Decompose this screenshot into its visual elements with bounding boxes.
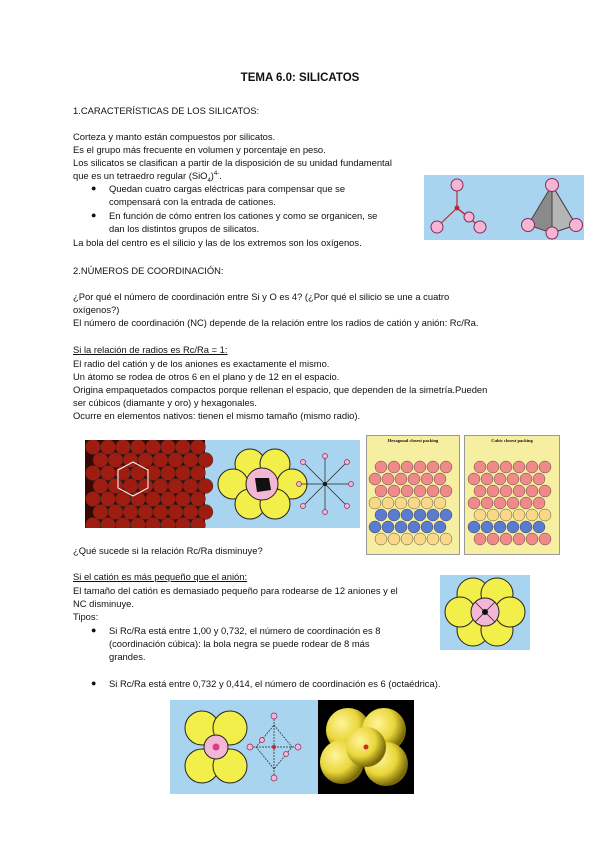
s2-question1-a: ¿Por qué el número de coordinación entre Si y O es 4? (¿Por qué el silicio se une a cuatro (73, 291, 450, 302)
packing-atom (526, 533, 538, 545)
packing-atom (481, 497, 493, 509)
packing-atom (153, 479, 168, 494)
packing-atom (198, 505, 213, 520)
packing-atom (176, 492, 191, 507)
packing-atom (123, 479, 138, 494)
packing-atom (539, 485, 551, 497)
packing-atom (414, 485, 426, 497)
tipo2-line: Si Rc/Ra está entre 0,732 y 0,414, el número de coordinación es 6 (octaédrica). (109, 678, 441, 689)
case1-line-1: El radio del catión y de los aniones es exactamente el mismo. (73, 358, 330, 369)
packing-atom (474, 509, 486, 521)
packing-atom (526, 485, 538, 497)
s1-closing: La bola del centro es el silicio y las de los extremos son los oxígenos. (73, 237, 362, 248)
bullet-dot: ● (91, 183, 97, 193)
bullet-dot: ● (91, 210, 97, 220)
case1-line-2: Un átomo se rodea de otros 6 en el plano y de 12 en el espacio. (73, 371, 340, 382)
packing-atom (474, 461, 486, 473)
packing-atom (513, 485, 525, 497)
packing-atom (388, 509, 400, 521)
octahedral-coordination-figure (170, 700, 414, 794)
packing-atom (427, 509, 439, 521)
packing-atom (520, 521, 532, 533)
packing-atom (86, 492, 101, 507)
packing-atom (93, 505, 108, 520)
packing-atom (468, 473, 480, 485)
packing-atom (487, 509, 499, 521)
packing-atom (123, 453, 138, 468)
packing-atom (161, 466, 176, 481)
packing-atom (93, 453, 108, 468)
packing-atom (153, 453, 168, 468)
packing-atom (487, 461, 499, 473)
packing-atom (427, 533, 439, 545)
case1-heading: Si la relación de radios es Rc/Ra = 1: (73, 344, 228, 355)
s2-nc-definition: El número de coordinación (NC) depende de la relación entre los radios de catión y anión: Rc/Ra. (73, 317, 479, 328)
case1-line-4: ser cúbicos (diamante y oro) y hexagonales. (73, 397, 257, 408)
s1-line-2: Es el grupo más frecuente en volumen y porcentaje en peso. (73, 144, 326, 155)
tipos-label: Tipos: (73, 611, 99, 622)
packing-atom (526, 461, 538, 473)
packing-atom (408, 521, 420, 533)
s1-line-3: Los silicatos se clasifican a partir de la disposición de su unidad fundamental (73, 157, 392, 168)
packing-atom (440, 461, 452, 473)
packing-atom (414, 509, 426, 521)
packing-atom (440, 533, 452, 545)
case2-line-2: NC disminuye. (73, 598, 134, 609)
packing-atom (101, 440, 116, 455)
packing-atom (401, 533, 413, 545)
packing-atom (474, 533, 486, 545)
cubic-packing-panel (464, 435, 560, 555)
packing-atom (513, 533, 525, 545)
packing-atom (153, 505, 168, 520)
packing-atom (176, 466, 191, 481)
packing-atom (395, 521, 407, 533)
packing-atom (382, 497, 394, 509)
packing-atom (183, 479, 198, 494)
packing-atom (500, 533, 512, 545)
section1-heading: 1.CARACTERÍSTICAS DE LOS SILICATOS: (73, 105, 260, 116)
packing-atom (533, 521, 545, 533)
packing-atom (176, 440, 191, 455)
packing-atom (138, 453, 153, 468)
packing-atom (198, 453, 213, 468)
packing-atom (375, 485, 387, 497)
s1-line-1: Corteza y manto están compuestos por silicatos. (73, 131, 276, 142)
packing-atom (494, 521, 506, 533)
packing-atom (369, 521, 381, 533)
cubic-packing-diagram (465, 443, 559, 551)
s2-question1-b: oxígenos?) (73, 304, 120, 315)
packing-atom (507, 521, 519, 533)
packing-atom (526, 509, 538, 521)
packing-atom (440, 485, 452, 497)
packing-atom (539, 533, 551, 545)
packing-atom (427, 461, 439, 473)
case1-line-3: Origina empaquetados compactos porque rellenan el espacio, que dependen de la simetría.Pueden (73, 384, 488, 395)
packing-atom (116, 440, 131, 455)
packing-atom (414, 533, 426, 545)
packing-atom (93, 479, 108, 494)
packing-atom (168, 479, 183, 494)
packing-atom (507, 473, 519, 485)
packing-atom (520, 497, 532, 509)
close-packing-figure (85, 440, 360, 528)
packing-atom (123, 505, 138, 520)
packing-atom (138, 505, 153, 520)
packing-atom (395, 497, 407, 509)
packing-atom (146, 492, 161, 507)
packing-atom (382, 521, 394, 533)
packing-atom (481, 521, 493, 533)
packing-atom (375, 533, 387, 545)
packing-atom (138, 479, 153, 494)
packing-atom (427, 485, 439, 497)
packing-atom (183, 453, 198, 468)
s1-bullet1-a: Quedan cuatro cargas eléctricas para compensar que se (109, 183, 346, 194)
packing-atom (168, 505, 183, 520)
packing-atom (191, 466, 206, 481)
packing-atom (198, 479, 213, 494)
case1-line-5: Ocurre en elementos nativos: tienen el mismo tamaño (mismo radio). (73, 410, 361, 421)
packing-atom (507, 497, 519, 509)
case2-heading: Si el catión es más pequeño que el anión: (73, 571, 248, 582)
packing-atom (434, 497, 446, 509)
packing-atom (414, 461, 426, 473)
tetrahedron-figure (424, 175, 584, 240)
packing-atom (500, 485, 512, 497)
bullet-dot: ● (91, 625, 97, 635)
packing-atom (401, 485, 413, 497)
packing-atom (401, 461, 413, 473)
tipo1-line-3: grandes. (109, 651, 146, 662)
packing-atom (468, 521, 480, 533)
s1-bullet2-a: En función de cómo entren los cationes y como se organicen, se (109, 210, 378, 221)
packing-atom (539, 509, 551, 521)
packing-atom (494, 497, 506, 509)
packing-atom (191, 440, 206, 455)
case2-line-1: El tamaño del catión es demasiado pequeño para rodearse de 12 aniones y el (73, 585, 398, 596)
packing-atom (131, 440, 146, 455)
tipo1-line-2: (coordinación cúbica): la bola negra se puede rodear de 8 más (109, 638, 370, 649)
packing-atom (434, 473, 446, 485)
packing-atom (191, 492, 206, 507)
packing-atom (375, 461, 387, 473)
cubic-coordination-figure (440, 575, 530, 650)
packing-atom (388, 461, 400, 473)
packing-atom (388, 533, 400, 545)
packing-atom (108, 453, 123, 468)
packing-atom (533, 497, 545, 509)
packing-atom (108, 505, 123, 520)
packing-atom (408, 497, 420, 509)
packing-atom (539, 461, 551, 473)
packing-atom (369, 497, 381, 509)
question2: ¿Qué sucede si la relación Rc/Ra disminuye? (73, 545, 263, 556)
packing-atom (375, 509, 387, 521)
hexagonal-packing-panel (366, 435, 460, 555)
packing-atom (86, 440, 101, 455)
packing-atom (468, 497, 480, 509)
packing-atom (487, 485, 499, 497)
s1-tetra-line: que es un tetraedro regular $(SiO_4)^{4-}$. (73, 170, 222, 184)
packing-atom (421, 473, 433, 485)
packing-atom (474, 485, 486, 497)
packing-atom (520, 473, 532, 485)
packing-atom (101, 492, 116, 507)
packing-atom (86, 466, 101, 481)
packing-atom (388, 485, 400, 497)
packing-atom (500, 461, 512, 473)
packing-atom (513, 461, 525, 473)
section2-heading: 2.NÚMEROS DE COORDINACIÓN: (73, 265, 224, 276)
packing-atom (500, 509, 512, 521)
packing-atom (421, 521, 433, 533)
packing-atom (369, 473, 381, 485)
packing-atom (183, 505, 198, 520)
packing-atom (168, 453, 183, 468)
packing-atom (513, 509, 525, 521)
tipo1-line-1: Si Rc/Ra está entre 1,00 y 0,732, el número de coordinación es 8 (109, 625, 381, 636)
page-title: TEMA 6.0: SILICATOS (240, 72, 360, 84)
hexagonal-packing-diagram (367, 443, 459, 551)
bullet-dot: ● (91, 678, 97, 688)
packing-atom (382, 473, 394, 485)
packing-atom (494, 473, 506, 485)
packing-atom (487, 533, 499, 545)
packing-atom (440, 509, 452, 521)
packing-atom (161, 440, 176, 455)
s1-bullet1-b: compensará con la entrada de cationes. (109, 196, 276, 207)
packing-atom (395, 473, 407, 485)
packing-atom (101, 466, 116, 481)
packing-atom (481, 473, 493, 485)
packing-atom (434, 521, 446, 533)
packing-atom (401, 509, 413, 521)
hexagonal-packing-label: Hexagonal closest packing (387, 438, 439, 443)
cubic-packing-label: Cubic closest packing (491, 438, 533, 443)
packing-atom (408, 473, 420, 485)
s1-bullet2-b: dan los distintos grupos de silicatos. (109, 223, 260, 234)
packing-atom (161, 492, 176, 507)
packing-atom (108, 479, 123, 494)
packing-atom (146, 440, 161, 455)
packing-atom (421, 497, 433, 509)
packing-atom (533, 473, 545, 485)
